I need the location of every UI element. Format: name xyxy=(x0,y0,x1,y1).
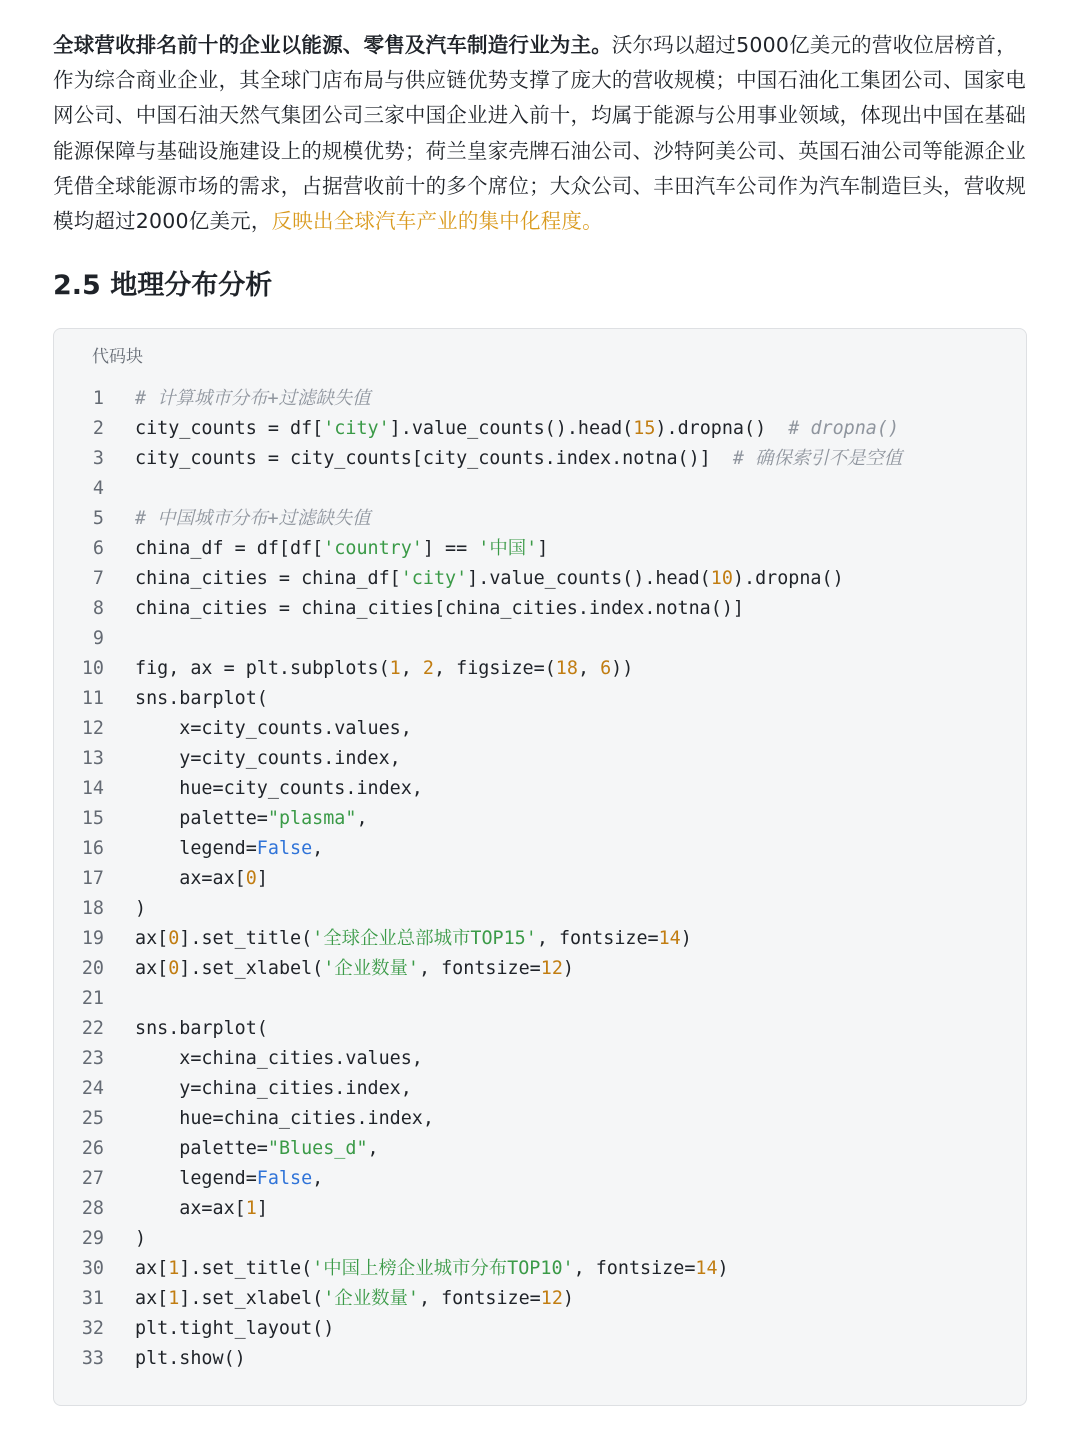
code-token: 12 xyxy=(540,1288,563,1309)
code-line xyxy=(54,1044,1026,1074)
code-line xyxy=(54,444,1026,474)
code-token: 0 xyxy=(245,868,257,889)
code-token: sns.barplot( xyxy=(135,1018,268,1039)
code-text xyxy=(135,834,1026,864)
code-token: ].set_title( xyxy=(179,1258,313,1279)
code-token: 1 xyxy=(389,658,401,679)
code-line xyxy=(54,894,1026,924)
code-text xyxy=(135,414,1026,444)
code-token: ] xyxy=(256,1198,268,1219)
line-number: 4 xyxy=(92,478,104,499)
line-number: 23 xyxy=(81,1048,104,1069)
line-number: 5 xyxy=(92,508,104,529)
code-token: , xyxy=(400,658,423,679)
code-text xyxy=(135,774,1026,804)
code-token: '中国' xyxy=(478,538,538,559)
code-text xyxy=(135,1104,1026,1134)
code-line xyxy=(54,1074,1026,1104)
code-block xyxy=(53,328,1027,1406)
code-token: 0 xyxy=(168,958,180,979)
code-line xyxy=(54,864,1026,894)
code-text xyxy=(135,744,1026,774)
paragraph-text: 沃尔玛以超过5000亿美元的营收位居榜首，作为综合商业企业，其全球门店布局与供应链优势支撑了庞大的营收规模；中国石油化工集团公司、国家电网公司、中国石油天然气集团公司三家中国企业进入前十，均属于能源与公用事业领域，体现出中国在基础能源保障与基础设施建设上的规模优势；荷兰皇家壳牌石油公司、沙特阿美公司、英国石油公司等能源企业凭借全球能源市场的需求，占据营收前十的多个席位；大众公司、丰田汽车公司作为汽车制造巨头，营收规模均超过2000亿美元， xyxy=(53,33,1026,234)
code-text xyxy=(135,564,1026,594)
code-line xyxy=(54,474,1026,504)
code-token: china_df = df[df[ xyxy=(135,538,324,559)
code-token: , xyxy=(312,838,324,859)
code-token: # 中国城市分布+过滤缺失值 xyxy=(135,508,371,529)
line-number: 3 xyxy=(92,448,104,469)
code-token: '全球企业总部城市TOP15' xyxy=(312,928,537,949)
code-token: ) xyxy=(717,1258,729,1279)
line-number: 12 xyxy=(81,718,104,739)
code-token: # 计算城市分布+过滤缺失值 xyxy=(135,388,371,409)
code-token: sns.barplot( xyxy=(135,688,268,709)
code-token: "Blues_d" xyxy=(267,1138,368,1159)
code-line xyxy=(54,1224,1026,1254)
code-token: ) xyxy=(680,928,692,949)
code-token: 18 xyxy=(555,658,578,679)
code-line xyxy=(54,954,1026,984)
code-token: plt.tight_layout() xyxy=(135,1318,335,1339)
code-token: ) xyxy=(135,1228,147,1249)
code-token: ax[ xyxy=(135,958,169,979)
code-token: False xyxy=(256,1168,313,1189)
code-line xyxy=(54,594,1026,624)
code-text xyxy=(135,1284,1026,1314)
code-token: '企业数量' xyxy=(323,958,419,979)
code-line xyxy=(54,984,1026,1014)
code-token: 'city' xyxy=(400,568,468,589)
code-lines xyxy=(54,384,1026,1374)
code-line xyxy=(54,534,1026,564)
code-token: hue=city_counts.index, xyxy=(135,778,423,799)
code-text xyxy=(135,864,1026,894)
code-token: 'country' xyxy=(323,538,423,559)
paragraph-highlight: 反映出全球汽车产业的集中化程度。 xyxy=(271,209,603,234)
code-block-label: 代码块 xyxy=(92,347,143,367)
code-text xyxy=(135,804,1026,834)
code-text xyxy=(135,624,1026,654)
code-token: legend= xyxy=(135,1168,257,1189)
code-token: 6 xyxy=(600,658,612,679)
code-token: , xyxy=(367,1138,379,1159)
line-number: 11 xyxy=(81,688,104,709)
code-line xyxy=(54,1164,1026,1194)
code-token: , xyxy=(312,1168,324,1189)
line-number: 33 xyxy=(81,1348,104,1369)
body-paragraph xyxy=(53,28,1028,239)
line-number: 9 xyxy=(92,628,104,649)
code-token: ].set_title( xyxy=(179,928,313,949)
line-number: 17 xyxy=(81,868,104,889)
code-line xyxy=(54,834,1026,864)
code-token: , xyxy=(577,658,601,679)
code-token: '中国上榜企业城市分布TOP10' xyxy=(312,1258,574,1279)
line-number: 21 xyxy=(81,988,104,1009)
code-token: ).dropna() xyxy=(732,568,844,589)
code-token: ].value_counts().head( xyxy=(467,568,711,589)
line-number: 1 xyxy=(92,388,104,409)
code-token: plt.show() xyxy=(135,1348,246,1369)
code-token: ) xyxy=(562,1288,574,1309)
code-line xyxy=(54,744,1026,774)
code-token: x=city_counts.values, xyxy=(135,718,412,739)
code-token: )) xyxy=(611,658,634,679)
code-token: fig, ax = plt.subplots( xyxy=(135,658,390,679)
line-number: 14 xyxy=(81,778,104,799)
line-number: 30 xyxy=(81,1258,104,1279)
code-text xyxy=(135,684,1026,714)
code-line xyxy=(54,1014,1026,1044)
line-number: 31 xyxy=(81,1288,104,1309)
line-number: 16 xyxy=(81,838,104,859)
code-token: ].set_xlabel( xyxy=(179,1288,324,1309)
line-number: 32 xyxy=(81,1318,104,1339)
code-text xyxy=(135,1014,1026,1044)
code-line xyxy=(54,714,1026,744)
code-token: 14 xyxy=(695,1258,718,1279)
code-token: city_counts = df[ xyxy=(135,418,324,439)
code-text xyxy=(135,1074,1026,1104)
code-token: ax=ax[ xyxy=(135,1198,246,1219)
code-text xyxy=(135,1314,1026,1344)
code-line xyxy=(54,684,1026,714)
code-token: 14 xyxy=(658,928,681,949)
line-number: 26 xyxy=(81,1138,104,1159)
line-number: 13 xyxy=(81,748,104,769)
code-line xyxy=(54,774,1026,804)
code-token: 1 xyxy=(245,1198,257,1219)
code-token: ) xyxy=(562,958,574,979)
line-number: 29 xyxy=(81,1228,104,1249)
code-text xyxy=(135,1134,1026,1164)
code-token: 2 xyxy=(422,658,434,679)
code-text xyxy=(135,1224,1026,1254)
code-text xyxy=(135,504,1026,534)
code-line xyxy=(54,384,1026,414)
code-token: china_cities = china_cities[china_cities.index.notna()] xyxy=(135,598,744,619)
code-token: "plasma" xyxy=(267,808,357,829)
code-token: y=city_counts.index, xyxy=(135,748,401,769)
code-text xyxy=(135,384,1026,414)
code-token: , xyxy=(356,808,368,829)
code-line xyxy=(54,1284,1026,1314)
code-text xyxy=(135,954,1026,984)
code-text xyxy=(135,894,1026,924)
code-token: # dropna() xyxy=(788,418,900,439)
line-number: 15 xyxy=(81,808,104,829)
code-token: , fontsize= xyxy=(418,1288,541,1309)
code-text xyxy=(135,594,1026,624)
code-line xyxy=(54,1344,1026,1374)
code-line xyxy=(54,1134,1026,1164)
code-token: ] xyxy=(537,538,549,559)
code-token: legend= xyxy=(135,838,257,859)
section-heading: 2.5 地理分布分析 xyxy=(53,270,273,301)
code-text xyxy=(135,1164,1026,1194)
code-token: palette= xyxy=(135,1138,268,1159)
code-token: 15 xyxy=(633,418,656,439)
code-token: ax[ xyxy=(135,1258,169,1279)
code-text xyxy=(135,444,1026,474)
code-token: city_counts = city_counts[city_counts.index.notna()] xyxy=(135,448,733,469)
line-number: 10 xyxy=(81,658,104,679)
line-number: 25 xyxy=(81,1108,104,1129)
code-token: , fontsize= xyxy=(573,1258,696,1279)
line-number: 6 xyxy=(92,538,104,559)
code-token: x=china_cities.values, xyxy=(135,1048,423,1069)
line-number: 22 xyxy=(81,1018,104,1039)
code-token: , fontsize= xyxy=(418,958,541,979)
code-token: 12 xyxy=(540,958,563,979)
code-token: 10 xyxy=(710,568,733,589)
code-line xyxy=(54,924,1026,954)
code-text xyxy=(135,474,1026,504)
code-line xyxy=(54,654,1026,684)
code-line xyxy=(54,564,1026,594)
code-line xyxy=(54,1314,1026,1344)
code-token: hue=china_cities.index, xyxy=(135,1108,434,1129)
code-token: 'city' xyxy=(323,418,390,439)
line-number: 2 xyxy=(92,418,104,439)
code-token: 0 xyxy=(168,928,180,949)
code-token: ].set_xlabel( xyxy=(179,958,324,979)
code-token: '企业数量' xyxy=(323,1288,419,1309)
code-token: palette= xyxy=(135,808,268,829)
paragraph-lead: 全球营收排名前十的企业以能源、零售及汽车制造行业为主。 xyxy=(53,33,612,57)
code-token: ax[ xyxy=(135,928,169,949)
line-number: 8 xyxy=(92,598,104,619)
code-token: ].value_counts().head( xyxy=(389,418,634,439)
code-text xyxy=(135,714,1026,744)
code-token: ax[ xyxy=(135,1288,169,1309)
code-text xyxy=(135,984,1026,1014)
code-line xyxy=(54,414,1026,444)
line-number: 27 xyxy=(81,1168,104,1189)
code-token: # 确保索引不是空值 xyxy=(732,448,903,469)
line-number: 18 xyxy=(81,898,104,919)
code-text xyxy=(135,924,1026,954)
code-line xyxy=(54,804,1026,834)
code-text xyxy=(135,1254,1026,1284)
line-number: 7 xyxy=(92,568,104,589)
code-token: ) xyxy=(135,898,147,919)
line-number: 20 xyxy=(81,958,104,979)
code-line xyxy=(54,504,1026,534)
code-token: , fontsize= xyxy=(536,928,659,949)
code-line xyxy=(54,1104,1026,1134)
code-token: ax=ax[ xyxy=(135,868,246,889)
code-token: china_cities = china_df[ xyxy=(135,568,401,589)
line-number: 19 xyxy=(81,928,104,949)
code-line xyxy=(54,1254,1026,1284)
line-number: 24 xyxy=(81,1078,104,1099)
line-number: 28 xyxy=(81,1198,104,1219)
code-token: 1 xyxy=(168,1288,180,1309)
code-token: 1 xyxy=(168,1258,180,1279)
code-token: False xyxy=(256,838,313,859)
code-token: ).dropna() xyxy=(655,418,789,439)
code-text xyxy=(135,654,1026,684)
code-text xyxy=(135,534,1026,564)
code-token: ] == xyxy=(422,538,479,559)
code-token: , figsize=( xyxy=(433,658,556,679)
code-text xyxy=(135,1044,1026,1074)
code-line xyxy=(54,1194,1026,1224)
code-text xyxy=(135,1344,1026,1374)
code-line xyxy=(54,624,1026,654)
code-token: ] xyxy=(256,868,268,889)
code-text xyxy=(135,1194,1026,1224)
code-token: y=china_cities.index, xyxy=(135,1078,412,1099)
